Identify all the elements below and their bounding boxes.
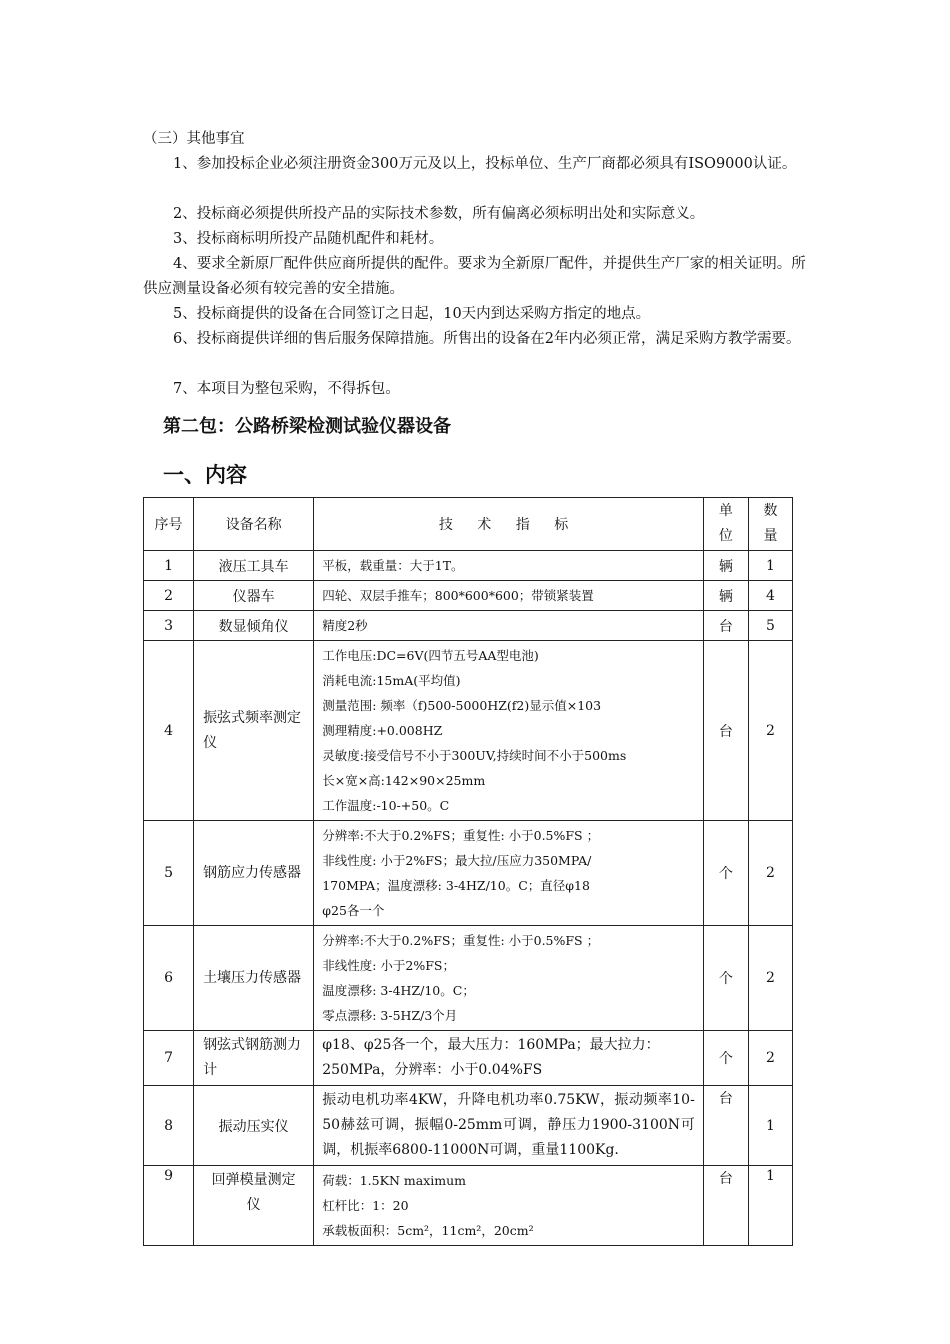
other-matters-item-7: 7、本项目为整包采购，不得拆包。	[173, 381, 400, 397]
row-name: 回弹模量测定仪	[194, 1166, 314, 1246]
table-header-row	[144, 498, 793, 551]
row-unit: 辆	[703, 551, 748, 581]
row-name: 钢筋应力传感器	[194, 821, 314, 926]
row-qty: 4	[748, 581, 792, 611]
spec-line: 工作温度:-10-+50。C	[322, 798, 450, 813]
spec-line: 温度漂移: 3-4HZ/10。C；	[322, 983, 475, 998]
table-row	[144, 821, 793, 926]
spec-line: 四轮、双层手推车；800*600*600；带锁紧装置	[322, 588, 594, 603]
header-no: 序号	[144, 498, 194, 551]
spec-line: 非线性度: 小于2%FS；	[322, 958, 455, 973]
row-qty: 1	[748, 1086, 792, 1166]
row-spec	[314, 1086, 704, 1166]
table-row	[144, 1086, 793, 1166]
row-name: 仪器车	[194, 581, 314, 611]
spec-line: 荷载：1.5KN maximum	[322, 1173, 466, 1188]
other-matters-heading: （三）其他事宜	[143, 131, 245, 147]
header-spec: 技 术 指 标	[314, 498, 704, 551]
equipment-table	[143, 497, 793, 1246]
row-unit: 台	[703, 641, 748, 821]
other-matters-item-2: 2、投标商必须提供所投产品的实际技术参数，所有偏离必须标明出处和实际意义。	[173, 206, 705, 222]
row-qty: 2	[748, 1031, 792, 1086]
spec-line: 测理精度:+0.008HZ	[322, 723, 443, 738]
other-matters-item-1: 1、参加投标企业必须注册资金300万元及以上，投标单位、生产厂商都必须具有ISO9000认证。	[173, 156, 797, 172]
row-spec	[314, 551, 704, 581]
row-qty: 1	[748, 1166, 792, 1246]
other-matters-item-5: 5、投标商提供的设备在合同签订之日起，10天内到达采购方指定的地点。	[173, 306, 651, 322]
spec-line: 长×宽×高:142×90×25mm	[322, 773, 486, 788]
table-row	[144, 581, 793, 611]
row-unit: 个	[703, 821, 748, 926]
spec-line: 分辨率:不大于0.2%FS；重复性: 小于0.5%FS ；	[322, 828, 600, 843]
row-spec	[314, 926, 704, 1031]
other-matters-item-4: 4、要求全新原厂配件供应商所提供的配件。要求为全新原厂配件，并提供生产厂家的相关证明。所供应测量设备必须有较完善的安全措施。	[143, 256, 806, 297]
row-name: 振动压实仪	[194, 1086, 314, 1166]
spec-line: φ18、φ25各一个，最大压力：160MPa；最大拉力：	[322, 1037, 660, 1053]
spec-line: 250MPa，分辨率：小于0.04%FS	[322, 1062, 543, 1078]
spec-line: 灵敏度:接受信号不小于300UV,持续时间不小于500ms	[322, 748, 627, 763]
row-name: 钢弦式钢筋测力计	[194, 1031, 314, 1086]
row-unit: 辆	[703, 581, 748, 611]
row-no: 9	[144, 1166, 194, 1246]
row-unit: 个	[703, 1031, 748, 1086]
header-unit: 单位	[703, 498, 748, 551]
spec-line: 170MPA；温度漂移: 3-4HZ/10。C；直径φ18	[322, 878, 590, 893]
row-spec	[314, 581, 704, 611]
package-title: 第二包：公路桥梁检测试验仪器设备	[163, 416, 451, 437]
spec-line: 工作电压:DC=6V(四节五号AA型电池)	[322, 648, 539, 663]
row-no: 6	[144, 926, 194, 1031]
spec-line: 零点漂移: 3-5HZ/3个月	[322, 1008, 458, 1023]
table-row	[144, 551, 793, 581]
row-no: 3	[144, 611, 194, 641]
spec-line: φ25各一个	[322, 903, 385, 918]
table-row	[144, 641, 793, 821]
table-row	[144, 611, 793, 641]
other-matters-item-3: 3、投标商标明所投产品随机配件和耗材。	[173, 231, 444, 247]
row-no: 7	[144, 1031, 194, 1086]
row-name: 土壤压力传感器	[194, 926, 314, 1031]
row-spec	[314, 1031, 704, 1086]
row-unit: 台	[703, 1166, 748, 1246]
row-no: 1	[144, 551, 194, 581]
row-no: 4	[144, 641, 194, 821]
row-name: 数显倾角仪	[194, 611, 314, 641]
row-qty: 2	[748, 641, 792, 821]
row-spec	[314, 1166, 704, 1246]
spec-line: 测量范围: 频率（f)500-5000HZ(f2)显示值×103	[322, 698, 602, 713]
row-spec	[314, 641, 704, 821]
row-unit: 台	[703, 1086, 748, 1166]
header-qty: 数量	[748, 498, 792, 551]
spec-line: 承载板面积：5cm²，11cm²，20cm²	[322, 1223, 534, 1238]
spec-line: 平板，载重量：大于1T。	[322, 558, 464, 573]
header-name: 设备名称	[194, 498, 314, 551]
row-qty: 2	[748, 821, 792, 926]
row-name: 液压工具车	[194, 551, 314, 581]
row-name: 振弦式频率测定仪	[194, 641, 314, 821]
spec-line: 振动电机功率4KW，升降电机功率0.75KW，振动频率10-50赫兹可调，振幅0-25mm可调，静压力1900-3100N可调，机振率6800-11000N可调，重量1100Kg.	[322, 1092, 695, 1158]
spec-line: 消耗电流:15mA(平均值)	[322, 673, 461, 688]
spec-line: 非线性度: 小于2%FS；最大拉/压应力350MPA/	[322, 853, 592, 868]
row-spec	[314, 821, 704, 926]
row-no: 5	[144, 821, 194, 926]
table-row	[144, 926, 793, 1031]
spec-line: 分辨率:不大于0.2%FS；重复性: 小于0.5%FS ；	[322, 933, 600, 948]
other-matters-item-6: 6、投标商提供详细的售后服务保障措施。所售出的设备在2年内必须正常，满足采购方教学需要。	[173, 331, 801, 347]
row-no: 2	[144, 581, 194, 611]
section-title: 一、内容	[163, 463, 247, 487]
spec-line: 精度2秒	[322, 618, 368, 633]
spec-line: 杠杆比：1：20	[322, 1198, 409, 1213]
row-spec	[314, 611, 704, 641]
row-unit: 台	[703, 611, 748, 641]
row-qty: 1	[748, 551, 792, 581]
row-qty: 5	[748, 611, 792, 641]
table-row	[144, 1031, 793, 1086]
table-row	[144, 1166, 793, 1246]
row-qty: 2	[748, 926, 792, 1031]
row-unit: 个	[703, 926, 748, 1031]
row-no: 8	[144, 1086, 194, 1166]
